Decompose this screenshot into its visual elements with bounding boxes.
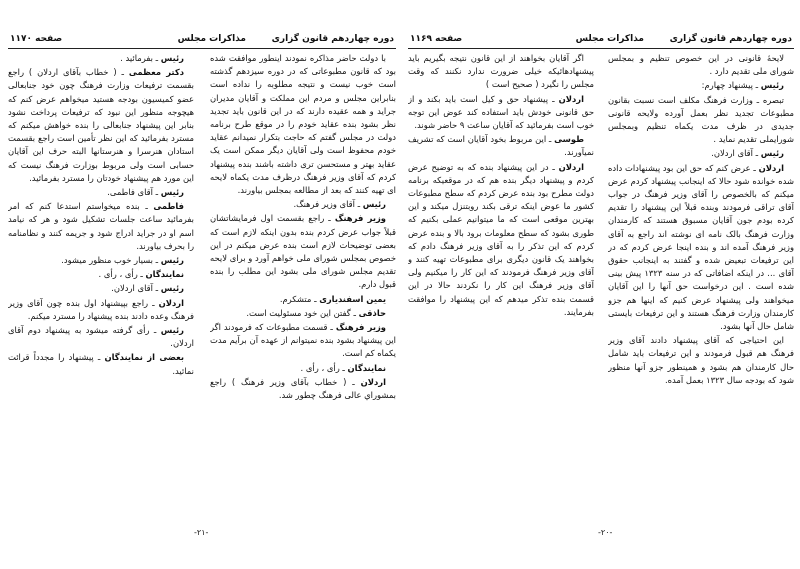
speaker-name: نمایندگان [347,362,386,373]
paragraph [210,52,396,197]
paragraph [210,362,396,375]
paragraph-text: ـ پیشنهاد را مجدداً قرائت نمائید. [8,352,194,376]
page-number: -۲۱- [194,528,209,537]
paragraph [8,282,194,295]
page-header [8,34,396,49]
paragraph-text: ـ ( خطاب بآقای اردلان ) راجع بقسمت ترفیعات وزارت فرهنگ چون خود جنابعالی عضو کمیسیون بودجه هستید میخواهم عرض کنم که هیچوجه منظور این نبود که ترفیعات پرداخت نشود بنابر این پیشنهاد جنابعالی را بنده خواهش میکنم که مسترد بفرمائید که این نظر تأمین است راجع بقسمت استادان هنرسرا و هنرستانها البته حرف این آقایان حسابی است ولی مربوط بوزارت فرهنگ نیست که این مورد هم پیشنهاد خودتان را مسترد بفرمائید. [8,67,194,183]
paragraph [8,297,194,323]
paragraph-text: اگر آقایان بخواهند از این قانون نتیجه بگیریم باید پیشنهادهائیکه خیلی ضرورت ندارد نکنند که وقت مجلس را نگیرد ( صحیح است ) [408,53,594,90]
speaker-name: رئیس [160,283,184,294]
paragraph-text: تبصره ـ وزارت فرهنگ مکلف است نسبت بقانون مطبوعات تجدید نظر بعمل آورده ولایحه قانونی جدیدی در ظرف مدت یکماه تنظیم وبمجلس شورایملی تقدیم نماید . [608,94,794,145]
speaker-name: یمین اسفندیاری [319,293,386,304]
speaker-name: اردلان [360,376,386,387]
paragraph [608,147,794,160]
paragraph-text: ـ رأی گرفته میشود به پیشنهاد دوم آقای اردلان. [8,325,194,349]
speaker-name: دکتر معظمی [128,67,184,78]
paragraph-text: ـ بسیار خوب منظور میشود. [61,255,161,266]
paragraph-text: ـ بفرمائید . [120,53,161,63]
text-column [608,52,794,522]
speaker-name: اردلان [758,162,784,173]
speaker-name: حاذقی [358,307,386,318]
speaker-name: اردلان [158,297,184,308]
speaker-name: وزیر فرهنگ [334,213,386,224]
paragraph-text: ـ رأی ، رأی . [300,362,348,373]
paragraph [210,198,396,211]
paragraph-text: با دولت حاضر مذاکره نمودند اینطور موافقت شده بود که قانون مطبوعاتی که در دوره سیزدهم گذشته است خوب نیست و نتیجه مطلوبه را نداده است بنابراین مجلس و مردم این مملکت و آقایان مدیران جراید و همه عقیده دارند که در این قانون باید تجدید نظر بشود بنده عقاید خودم را در موقع طرح برنامه دولت در مجلس گفتم که حاجت بتکرار نمیدانم عقاید خودم محفوظ است ولی آقایان دیگر ممکن است یک عقاید بهتر و مستحسن تری داشته باشند بنده پیشنهاد کردم که آقای وزیر فرهنگ درظرف مدت یکماه لایحه ای تهیه کنند که بعد از مطالعه بمجلس بیاورند. [210,53,396,196]
header-title: مذاکرات مجلس [575,34,644,44]
right-page [408,0,794,569]
speaker-name: فاطمی [153,201,184,212]
paragraph-text: ـ آقای فاطمی. [107,187,161,198]
paragraph-text: ـ پیشنهاد حق و کیل است باید بکند و از حق قانونی خودش باید استفاده کند عوض این توجه خوب است بفرمائید که آقایان ساعت ۹ حاضر شوند. [408,93,594,131]
paragraph-text: ـ متشکرم. [279,293,320,304]
paragraph [210,376,396,402]
paragraph-text: ـ عرض کنم که حق این بود پیشنهادات داده شده خوانده شود حالا که اینجانب پیشنهاد کردم عرض میکنم که بالخصوص را آقای وزیر فرهنگ در جواب آقای تراقی فرمودند وبنده قبلاً این پیشنهاد را تقدیم کرده بودم جون آقایان مسبوق هستند که کارمندان وزارت فرهنگ بالک نامه ای نوشته اند راجع به آقای وزیر فرهنگ آمده اند و بنده اینجا عرض کردم که در این ترفیعات تبعیض شده و گفتند به اینجانب حقوق آقای ... در اینکه اضافاتی که در سنه ۱۳۲۳ پیش بینی شده است . این درخواست حق آنها را این آقایان میخواهند ولی پیشنهاد عرض کنیم که اینها هم جزو کارمندان وزارت فرهنگ هستند و این ترفیعات بایستی شامل حال آنها بشود. [608,162,794,332]
speaker-name: رئیس [362,199,386,210]
speaker-name: رئیس [160,53,184,63]
paragraph [608,162,794,334]
paragraph [408,133,594,159]
paragraph-text: ـ بنده میخواستم استدعا کنم که امر بفرمائید ساعت جلسات تشکیل شود و هر که نیامد اسم او در جراید ادراج شود و جریمه کنند و نظامنامه را بحرف بیاورند. [8,201,194,251]
paragraph [210,212,396,291]
paragraph [8,254,194,267]
left-page [8,0,396,569]
speaker-name: رئیس [760,148,784,159]
paragraph [210,293,396,306]
paragraph [608,334,794,387]
speaker-name: رئیس [160,187,184,198]
paragraph [8,351,194,377]
paragraph-text: این احتیاجی که آقای پیشنهاد دادند آقای وزیر فرهنگ هم قبول فرمودند و این ترفیعات باید شامل حال کارمندان هم بشود و همینطور جزو آنها منظور شود که بودجه سال ۱۳۲۳ بعمل آمده. [608,335,794,385]
paragraph [408,161,594,319]
paragraph-text: ـ رأی ، رأی . [98,269,146,280]
page-number: -۲۰- [598,528,613,537]
speaker-name: رئیس [160,255,184,266]
speaker-name: طوسی [554,134,584,145]
header-page: صفحه ۱۱۷۰ [10,34,63,44]
paragraph-text: ـ این مربوط بخود آقایان است که تشریف نمیآورند. [408,134,594,158]
paragraph [210,321,396,361]
paragraph-text: ـ راجع بپیشنهاد اول بنده چون آقای وزیر فرهنگ وعده دادند بنده پیشنهاد را مسترد میکنم. [8,297,194,321]
paragraph [8,268,194,281]
speaker-name: اردلان [558,93,584,104]
paragraph-text: ـ قسمت مطبوعات که فرمودند اگر این پیشنهاد بشود بنده نمیتوانم از عهده آن برآیم مدت یکماه کم است. [210,322,396,359]
paragraph-text: ـ آقای وزیر فرهنگ. [293,199,363,210]
paragraph [608,94,794,147]
paragraph-text: ـ پیشنهاد چهارم: [701,80,761,91]
text-column [408,52,594,522]
paragraph [210,307,396,320]
paragraph [408,93,594,133]
paragraph-text: ـ راجع بقسمت اول فرمایشاتشان قبلاً جواب عرض کردم بنده بدون اینکه لازم است که بعضی توضیحات لازم است بنده عرض میکنم در این خصوص بمجلس شورای ملی خواهم آورد و برای لایحه تقدیم مجلس شورای ملی بشود این مطلب را بنده قبول دارم. [210,213,396,290]
paragraph [8,52,194,65]
text-column [8,52,194,522]
paragraph-text: ـ ( خطاب بآقای وزیر فرهنگ ) راجع بمشوراي عالی فرهنگ چطور شد. [210,376,396,401]
speaker-name: نمایندگان [145,269,184,280]
paragraph-text: ـ در این پیشنهاد بنده که به توضیح عرض کردم و پیشنهاد دیگر بنده هم که در موقعیکه برنامه دولت مطرح بود بنده عرض کردم که سطح مطبوعات کشور ما عوض اینکه ترقی بکند روبتنزل میکند و این بهترین موقعی است که ما میتوانیم عملی بکنیم که طوری بشود که سطح معلومات برود بالا و بنده عرض کردم که این تذکر را به آقای وزیر فرهنگ دادم که بخواهند یک قانون دیگری برای مطبوعات تهیه کنند و آقای وزیر فرهنگ فرمودند که این کار را میکنیم ولی آقای وزیر فرهنگ این کار را نکردند حالا در این قسمت بنده تذکر میدهم که این پیشنهاد را موافقت بفرمایند. [408,161,594,317]
speaker-name: اردلان [558,161,584,172]
paragraph [8,324,194,350]
speaker-name: رئیس [160,325,184,336]
header-page: صفحه ۱۱۶۹ [410,34,463,44]
header-period: دوره چهاردهم قانون گزاری [271,34,394,44]
page-header [408,34,794,49]
paragraph [608,79,794,92]
header-period: دوره چهاردهم قانون گزاری [669,34,792,44]
paragraph-text: ـ آقای اردلان. [111,283,161,294]
speaker-name: وزیر فرهنگ [335,322,386,333]
header-title: مذاکرات مجلس [177,34,246,44]
paragraph [408,52,594,92]
speaker-name: رئیس [760,80,784,91]
paragraph-text: ـ آقای اردلان. [711,148,761,159]
text-column [210,52,396,522]
paragraph-text: ـ گفتن این خود مسئولیت است. [246,307,359,318]
paragraph [608,52,794,78]
speaker-name: بعضی از نمایندگان [104,352,185,363]
paragraph [8,200,194,253]
paragraph [8,66,194,185]
paragraph [8,186,194,199]
paragraph-text: لایحهٔ قانونی در این خصوص تنظیم و بمجلس شورای ملی تقدیم دارد . [608,53,794,77]
